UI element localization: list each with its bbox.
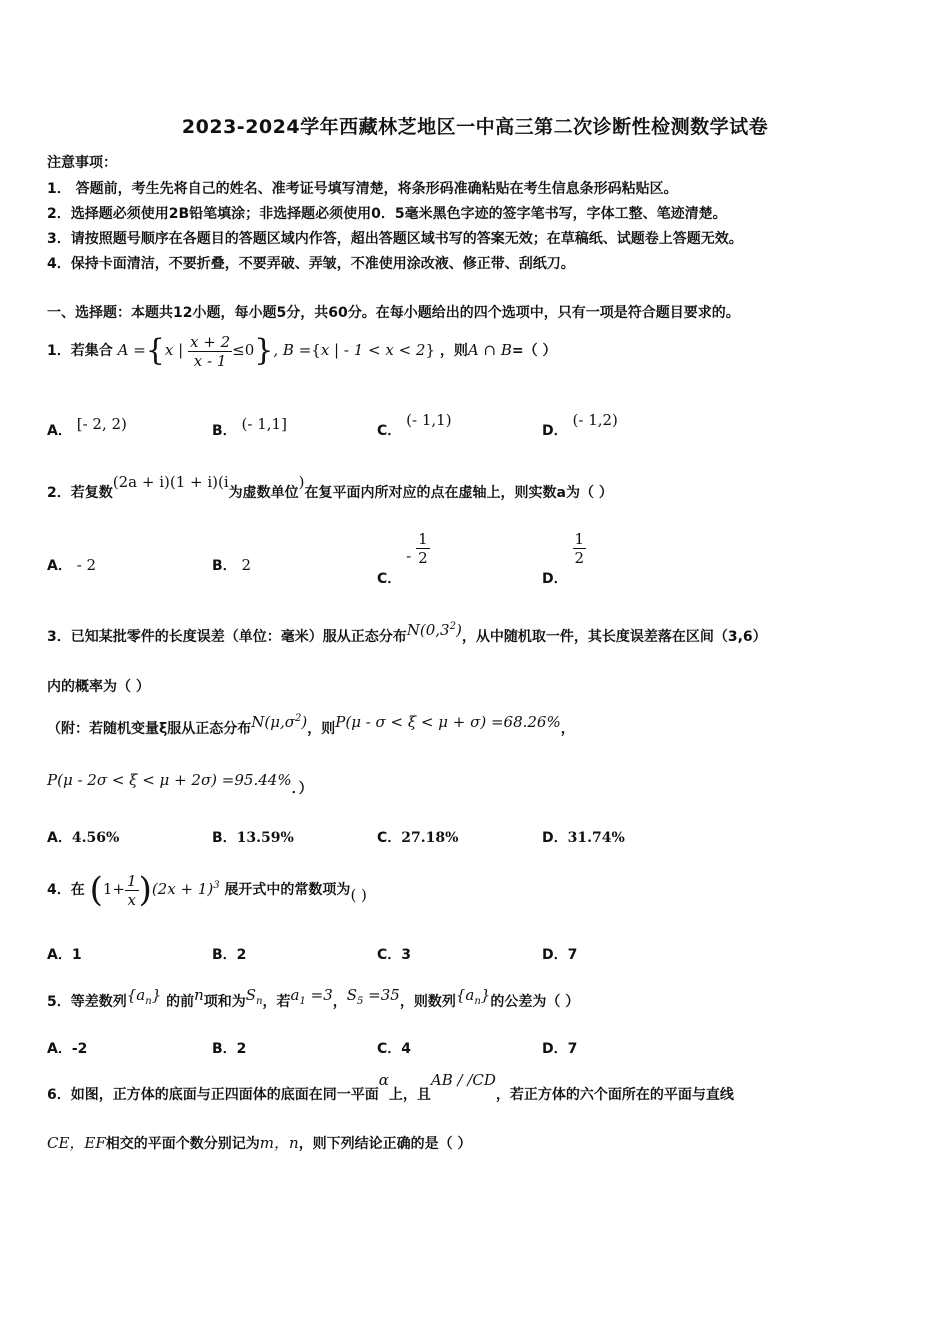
q3-option-c: C．27.18% <box>377 830 459 846</box>
q1-frac-num: x + 2 <box>190 332 231 351</box>
notice-item-3: 3．请按照题号顺序在各题目的答题区域内作答，超出答题区域书写的答案无效；在草稿纸、试题卷上答题无效。 <box>47 231 743 247</box>
q6-mn: m，n <box>259 1134 299 1152</box>
question-3-line-1: 3．已知某批零件的长度误差（单位：毫米）服从正态分布$N(0,3^2)$，从中随机取一件，其长度误差落在区间（3,6） <box>47 621 767 645</box>
q1-set-a-x: x | <box>164 341 184 359</box>
q1-mid: ，则 <box>439 343 468 359</box>
q2-option-c-fraction: $\frac{1}{2}$ <box>418 530 428 567</box>
q1-set-a-lhs: A = <box>117 341 146 359</box>
q1-option-b: B． (- 1,1] <box>212 415 287 439</box>
notice-heading: 注意事项： <box>47 155 117 171</box>
q6-plane-alpha: α <box>378 1071 389 1089</box>
question-1: 1．若集合 A ={x | $\frac{x + 2}{x - 1}$ ≤0}, B ={x | - 1 < x < 2} ，则A ∩ B=（ ） <box>47 332 557 370</box>
q5-s5: $S_5 =35$ <box>346 986 400 1007</box>
q3-distribution: $N(0,3^2)$ <box>406 621 462 639</box>
q5-sequence: $\{a_n\}$ <box>126 986 162 1007</box>
q4-blank: ( ) <box>350 886 367 904</box>
q3-probability-2: P(μ - 2σ < ξ < μ + 2σ) =95.44% <box>47 771 292 789</box>
q1-fraction <box>188 333 232 370</box>
q1-set-b-body: x | - 1 < x < 2 <box>320 341 426 359</box>
q5-option-a: A．-2 <box>47 1041 88 1057</box>
q5-option-d: D．7 <box>542 1041 578 1057</box>
question-6-line-2: CE，EF相交的平面个数分别记为m，n，则下列结论正确的是（ ） <box>47 1134 472 1152</box>
question-6-line-1: 6．如图，正方体的底面与正四面体的底面在同一平面α上，且AB / /CD，若正方体的六个面所在的平面与直线 <box>47 1071 734 1103</box>
q2-option-a: A． - 2 <box>47 556 97 574</box>
question-3-line-3: （附：若随机变量ξ服从正态分布$N(\mu,\sigma^2)$，则P(μ - σ < ξ < μ + σ) =68.26%， <box>47 713 575 737</box>
q5-option-b: B．2 <box>212 1041 247 1057</box>
q2-option-c: C． - $\frac{1}{2}$ <box>377 530 428 587</box>
question-5: 5．等差数列$\{a_n\}$ 的前n项和为$S_n$，若$a_1 =3$，$S_5 =35$，则数列$\{a_n\}$的公差为（ ） <box>47 986 580 1010</box>
question-3-line-4: P(μ - 2σ < ξ < μ + 2σ) =95.44%．） <box>47 771 313 797</box>
notice-item-4: 4．保持卡面清洁，不要折叠，不要弄破、弄皱，不准使用涂改液、修正带、刮纸刀。 <box>47 256 575 272</box>
q4-option-c: C．3 <box>377 947 412 963</box>
q1-option-a: A． [- 2, 2) <box>47 415 127 439</box>
question-2: 2．若复数(2a + i)(1 + i)(i为虚数单位)在复平面内所对应的点在虚轴上，则实数a为（ ） <box>47 473 613 501</box>
q4-option-d: D．7 <box>542 947 578 963</box>
q1-set-b-lhs: , B = <box>273 341 312 359</box>
q5-sum: $S_n$ <box>245 986 263 1007</box>
q4-option-a: A．1 <box>47 947 82 963</box>
q2-option-d: D． $\frac{1}{2}$ <box>542 530 585 587</box>
q4-right-paren: ) <box>138 870 152 910</box>
q2-option-b: B． 2 <box>212 556 252 574</box>
q1-prefix: 1．若集合 <box>47 343 113 359</box>
exam-title: 2023-2024学年西藏林芝地区一中高三第二次诊断性检测数学试卷 <box>181 116 769 138</box>
notice-item-2: 2．选择题必须使用2B铅笔填涂；非选择题必须使用0．5毫米黑色字迹的签字笔书写，字体工整、笔迹清楚。 <box>47 206 727 222</box>
q4-option-b: B．2 <box>212 947 247 963</box>
q3-option-d: D．31.74% <box>542 830 625 846</box>
q3-probability-1: P(μ - σ < ξ < μ + σ) =68.26% <box>335 713 561 731</box>
q3-option-b: B．13.59% <box>212 830 294 846</box>
q4-left-paren: ( <box>89 870 103 910</box>
q6-parallel: AB / /CD <box>430 1071 496 1089</box>
q2-expr: (2a + i)(1 + i)(i <box>112 473 229 491</box>
q1-frac-rhs: ≤0 <box>232 341 255 359</box>
q4-tail: $(2x + 1)^3$ <box>151 880 220 898</box>
q2-option-d-fraction: $\frac{1}{2}$ <box>574 530 585 567</box>
q5-sequence-2: $\{a_n\}$ <box>455 986 491 1007</box>
q2-note: 为虚数单位 <box>228 485 299 501</box>
q5-option-c: C．4 <box>377 1041 412 1057</box>
q1-option-c: C． (- 1,1) <box>377 411 452 439</box>
q1-option-d: D． (- 1,2) <box>542 411 618 439</box>
q1-expr: A ∩ B <box>467 341 512 359</box>
q5-a1: $a_1 =3$ <box>290 986 333 1007</box>
q1-suffix: =（ ） <box>511 343 557 359</box>
q2-suffix: 在复平面内所对应的点在虚轴上，则实数a为（ ） <box>304 485 613 501</box>
question-4: 4．在 (1+ $\frac{1}{x}$ )$(2x + 1)^3$ 展开式中的常数项为( ) <box>47 870 367 910</box>
q6-lines: CE，EF <box>47 1134 106 1152</box>
q1-left-brace: { <box>145 333 165 368</box>
q4-fraction: $\frac{1}{x}$ <box>127 871 137 909</box>
section-heading: 一、选择题：本题共12小题，每小题5分，共60分。在每小题给出的四个选项中，只有一项是符合题目要求的。 <box>47 305 740 321</box>
q1-right-brace: } <box>254 333 274 368</box>
q1-frac-den: x - 1 <box>193 351 227 370</box>
question-3-line-2: 内的概率为（ ） <box>47 679 150 695</box>
q3-option-a: A．4.56% <box>47 830 120 846</box>
q3-distribution-2: $N(\mu,\sigma^2)$ <box>251 713 308 731</box>
notice-item-1: 1． 答题前，考生先将自己的姓名、准考证号填写清楚，将条形码准确粘贴在考生信息条形码粘贴区。 <box>47 181 678 197</box>
